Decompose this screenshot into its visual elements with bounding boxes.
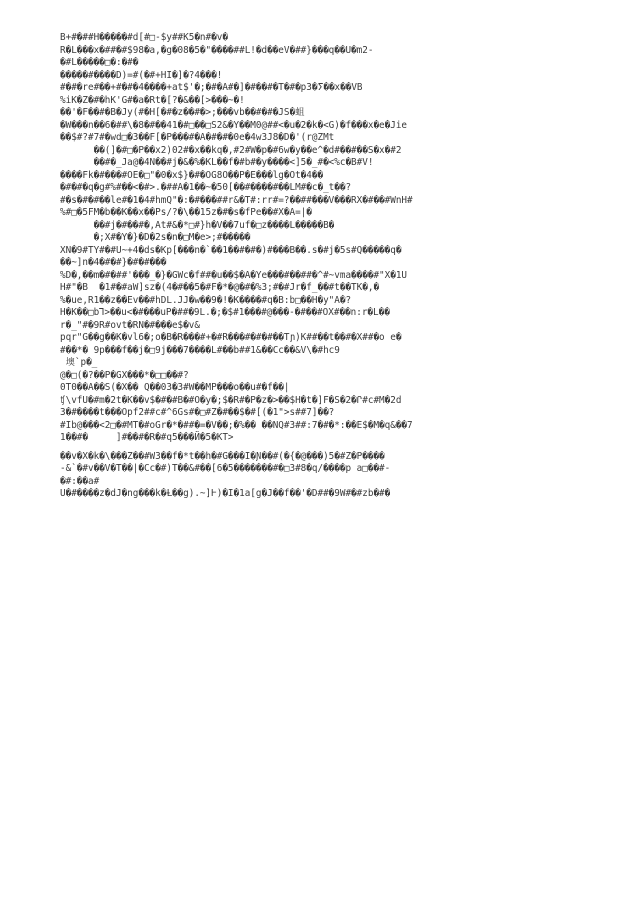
text-line: %D�,��m�#�##'���_�}�GWc�f##�u��$�A�Ye���#��##�^#~vma����#"X�1U: [60, 269, 408, 281]
text-line: ʧ\vfU�#m�2t�K��v$�#�#B�#O�y�;$�R#�P�z�>��$H�t�]F�S�2�Ր#c#M�2d: [60, 394, 402, 406]
text-line: �#L�����□�:�#�: [60, 57, 139, 68]
text-line: ��#�_Ja@�4N��#j�&�%�KL��f�#b#�y����<]5�_#�<%c�B#V!: [60, 157, 374, 168]
text-line: ��~]n�4�#�#}�#�#���: [60, 257, 167, 268]
garbled-text-body: [60, 32, 620, 501]
text-line: @�□(�?��P�GX���*�□□��#?: [60, 369, 189, 381]
text-line: -&`�#v��V�T��|�Cc�#)T��&#��[6�5�������#�□3#8�q/����p a□��#-: [60, 463, 391, 474]
text-line: �#:��a#: [60, 475, 100, 487]
text-line: #�s�#�#��le#�1�4#hmQ"�:�#���##r&�T#:rr#=?��##���V���RX�#��#WnH#: [60, 194, 413, 206]
text-line: B+#�##H�����#d[#□-$y##K5�n#�v�: [60, 32, 228, 43]
text-line: 1��#� ]#��#�R�#q5���Ӥ�5�KT>: [60, 432, 234, 443]
text-line: �#�#�q�g#%#��<�#>.�##A�1��~�50[��#����#��LM#�c�_t��?: [60, 182, 352, 193]
text-line: pqr"G��g��K�vl6�;o�B�R���#+�#R���#�#�#��Tɲ)K##��t��#�X##�o e�: [60, 332, 402, 343]
text-line: 3�#����t���Opf2##c#^6Gs#�□#Z�#��$�#[(�1">s##7]��?: [60, 407, 335, 418]
text-line: R�L���x�##�#$98�a,�g�08�5�"����##L!�d��eV�##}���q��U�m2-: [60, 44, 374, 56]
text-line: ��$#?#7#�wd□�3��F[�P���#�A�#�#�0e�4w3J8�D�'(r@ZMt: [60, 132, 335, 143]
text-line: �����#����D)=#(�#+HI�]�?4���!: [60, 69, 223, 81]
text-line: #��*� 9p���f��j�□9j���7����L#��b##1&��Cc��&V\�#hc9: [60, 344, 340, 356]
text-line: #Ib@���<2□�#MT�#oGr�*�##�=�V��;�%�� ��NQ#3##:7�#�*:��E$�M�q&��7: [60, 419, 413, 431]
text-line: #�#�re#��+#�#�4����+at$'�;�#�A#�]�#��#�T�#�p3�ⵢ��x��VB: [60, 82, 363, 93]
text-line: ��#j�#��#�,At#&�*□#}h�V��7uf�□z����L�����B�: [60, 219, 335, 231]
text-line: ��'�F��#�B�Jy(#�H[�#�z��#�>;���vb��#�#�JS�蛆: [60, 107, 305, 118]
text-line: �;X#�Y�}�D�2s�n�□M�e>;#�����: [60, 232, 251, 243]
text-line: %�ue,R1��z��Ev��#hDL.JJ�w��9�!�K����#q�B:b□��H�y"A�?: [60, 294, 352, 306]
text-line: �W���n��6�##\�8�#��41�#□��□S2&�Y��M0@##<�u�2�k�<G)�f���x�e�Jie: [60, 119, 408, 131]
text-line: H�K��□b⅂>��u<�#���uP�##�9L.�;�$#1���#@���-�#��#OX#��n:r�L��: [60, 307, 390, 318]
text-line: ��v�X�k�\���Z��#W3��f�*t��h�#G���I�Ɲ��#(�{�@���)5�#Z�P����: [60, 450, 385, 462]
text-line: XN�9#TY#�#U~+4�ds�Kp[���n�`��1��#�#�)#���B��.s�#j�5s#Q�����q�: [60, 244, 402, 256]
text-line: r�_"#�9R#ovt�RN�#���e$�v&: [60, 319, 200, 331]
text-line: ����Fk�#���#OE�□"�0�x$}�#�OG8O��P�E���lg�Ot�4��: [60, 169, 324, 181]
text-line: U�#����z�dJ�ng���k�Ƚ��g).~]Ⱶ)�I�1a[g�J��f��'�D##�9W#�#zb�#�: [60, 488, 391, 499]
text-line: 0T0��A��S(�X�� Q��03�3#W��MP���o��u#�f��|: [60, 382, 290, 393]
text-line: %iK�Z�#�hK'G#�a�Rt�[?�&��[>���~�!: [60, 94, 245, 106]
text-line: 墺`p�_: [60, 357, 98, 368]
text-line: H#"�B �1#�#aW]sz�(4�#��5�#F�*�@�#�%3;#�#Jr�f_��#t��TK�,�: [60, 282, 380, 293]
text-line: %#□�5FM�b��K��x��Ps/?�\��15z�#�s�fPe��#X�A=|�: [60, 207, 312, 218]
text-line: ��(]�#□�P��x2)02#�x��kq�,#2#W�p�#6w�y��e^�d#��#��S�x�#2: [60, 144, 402, 156]
